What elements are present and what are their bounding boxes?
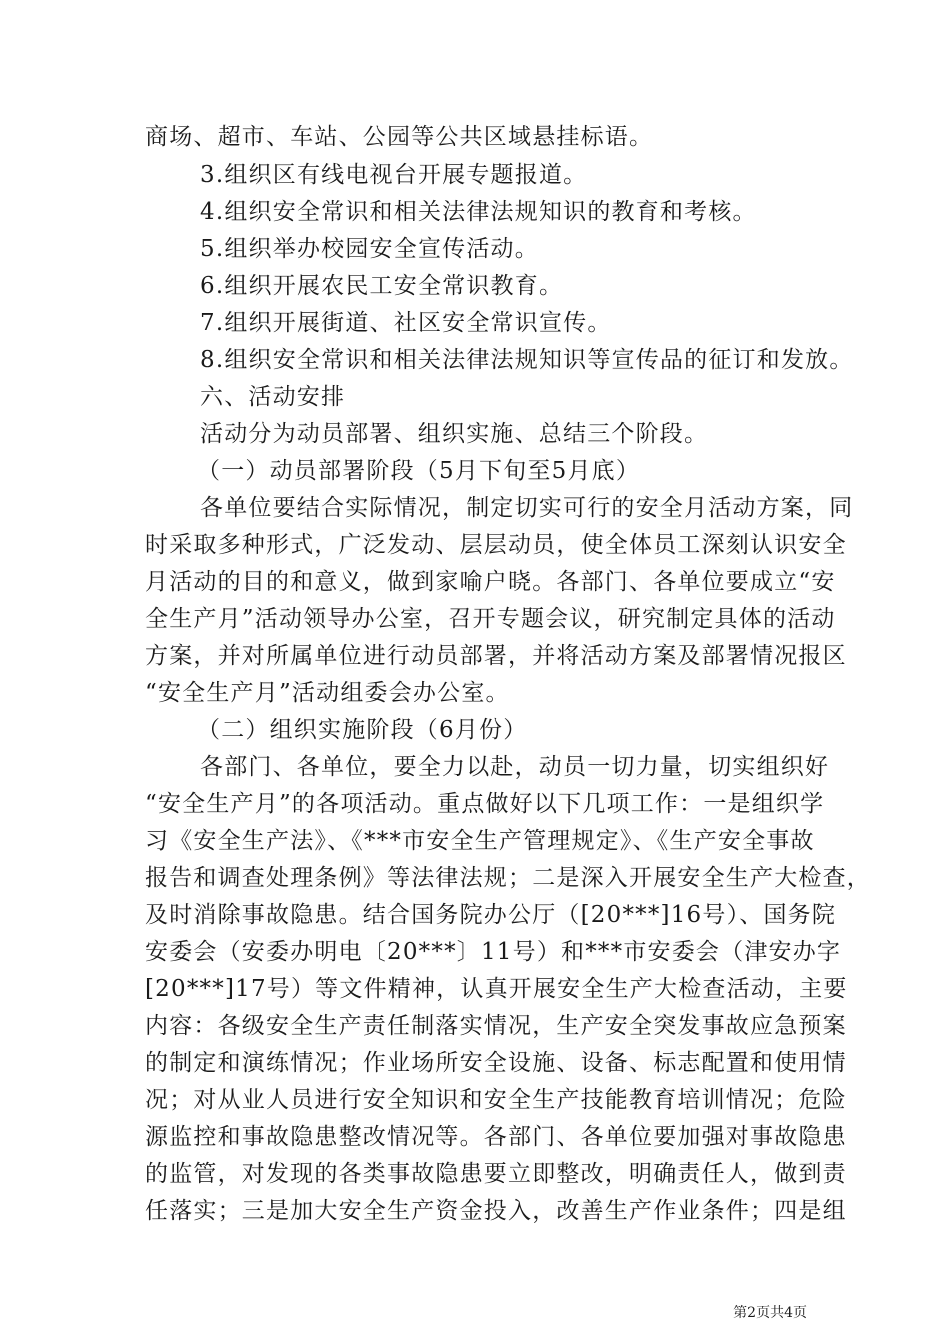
text-line: 各部门、各单位，要全力以赴，动员一切力量，切实组织好 bbox=[200, 754, 830, 780]
text-line: “安全生产月”活动组委会办公室。 bbox=[145, 680, 510, 706]
text-line: 及时消除事故隐患。结合国务院办公厅（[20***]16号）、国务院 bbox=[145, 902, 837, 928]
list-item: 3.组织区有线电视台开展专题报道。 bbox=[200, 162, 588, 188]
text-line: 报告和调查处理条例》等法律法规；二是深入开展安全生产大检查， bbox=[145, 865, 871, 891]
list-item: 6.组织开展农民工安全常识教育。 bbox=[200, 273, 564, 299]
page-number: 第2页共4页 bbox=[733, 1305, 807, 1321]
text-line: [20***]17号）等文件精神，认真开展安全生产大检查活动，主要 bbox=[145, 976, 848, 1002]
subsection-heading: （二）组织实施阶段（6月份） bbox=[197, 717, 528, 743]
text-line: 任落实；三是加大安全生产资金投入，改善生产作业条件；四是组 bbox=[145, 1198, 847, 1224]
text-line: 源监控和事故隐患整改情况等。各部门、各单位要加强对事故隐患 bbox=[145, 1124, 847, 1150]
text-line: 各单位要结合实际情况，制定切实可行的安全月活动方案，同 bbox=[200, 495, 854, 521]
text-line: 活动分为动员部署、组织实施、总结三个阶段。 bbox=[200, 421, 709, 447]
text-line: 方案，并对所属单位进行动员部署，并将活动方案及部署情况报区 bbox=[145, 643, 847, 669]
text-line: 内容：各级安全生产责任制落实情况，生产安全突发事故应急预案 bbox=[145, 1013, 847, 1039]
section-heading: 六、活动安排 bbox=[200, 384, 346, 410]
text-line: 商场、超市、车站、公园等公共区域悬挂标语。 bbox=[145, 124, 654, 150]
text-line: 安委会（安委办明电〔20***〕11号）和***市安委会（津安办字 bbox=[145, 939, 842, 965]
list-item: 4.组织安全常识和相关法律法规知识的教育和考核。 bbox=[200, 199, 757, 225]
text-line: 的监管，对发现的各类事故隐患要立即整改，明确责任人，做到责 bbox=[145, 1161, 847, 1187]
subsection-heading: （一）动员部署阶段（5月下旬至5月底） bbox=[197, 458, 641, 484]
text-line: 月活动的目的和意义，做到家喻户晓。各部门、各单位要成立“安 bbox=[145, 569, 836, 595]
text-line: 况；对从业人员进行安全知识和安全生产技能教育培训情况；危险 bbox=[145, 1087, 847, 1113]
list-item: 8.组织安全常识和相关法律法规知识等宣传品的征订和发放。 bbox=[200, 347, 854, 373]
list-item: 5.组织举办校园安全宣传活动。 bbox=[200, 236, 539, 262]
text-line: 全生产月”活动领导办公室，召开专题会议，研究制定具体的活动 bbox=[145, 606, 836, 632]
text-line: 习《安全生产法》、《***市安全生产管理规定》、《生产安全事故 bbox=[145, 828, 815, 854]
text-line: “安全生产月”的各项活动。重点做好以下几项工作：一是组织学 bbox=[145, 791, 825, 817]
text-line: 的制定和演练情况；作业场所安全设施、设备、标志配置和使用情 bbox=[145, 1050, 847, 1076]
text-line: 时采取多种形式，广泛发动、层层动员，使全体员工深刻认识安全 bbox=[145, 532, 847, 558]
list-item: 7.组织开展街道、社区安全常识宣传。 bbox=[200, 310, 612, 336]
